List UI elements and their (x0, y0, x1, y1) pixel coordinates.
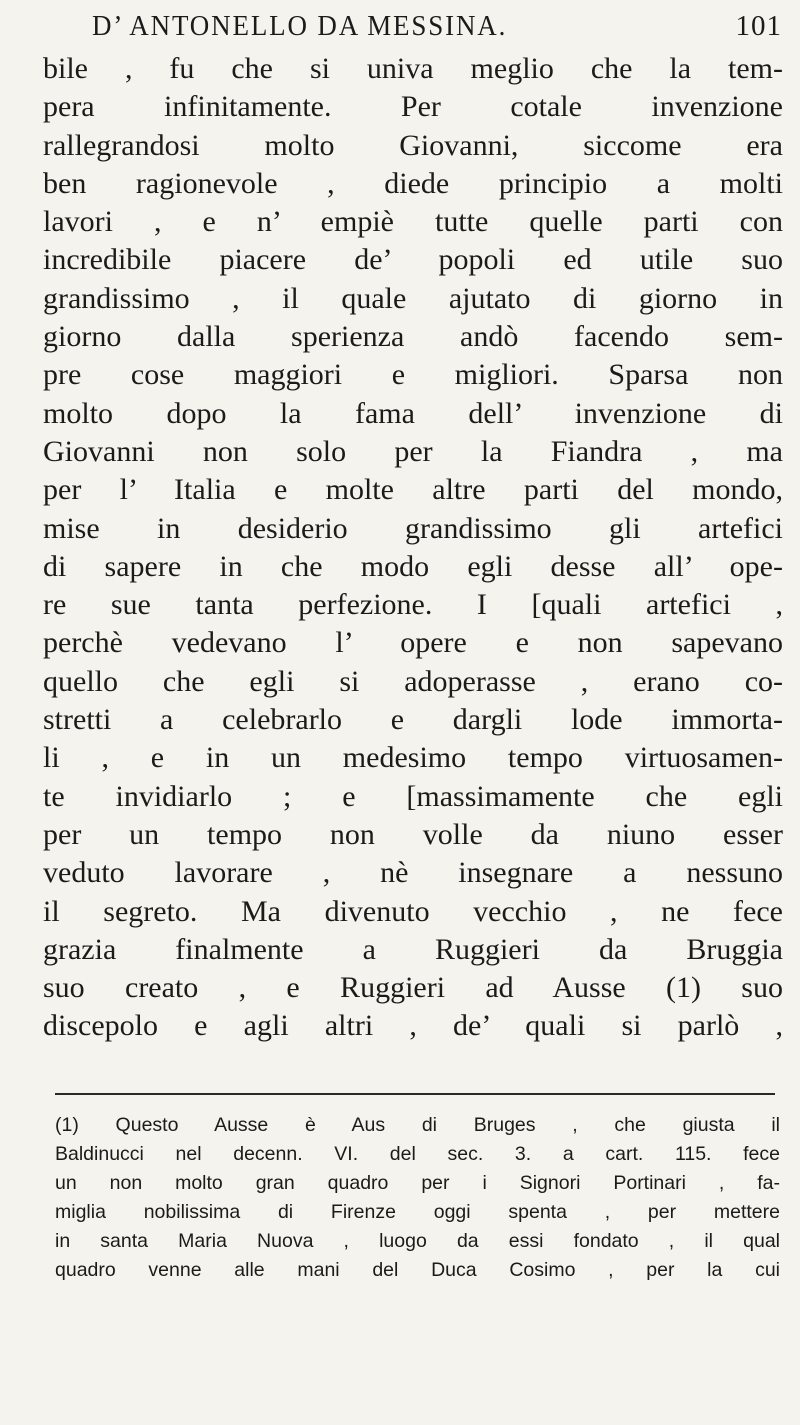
text-line: giorno dalla sperienza andò facendo sem- (43, 320, 783, 354)
text-line: suo creato , e Ruggieri ad Ausse (1) suo (43, 971, 783, 1005)
footnote (55, 1111, 780, 1285)
text-line: molto dopo la fama dell’ invenzione di (43, 396, 783, 430)
body-text (43, 50, 783, 1046)
text-line: pre cose maggiori e migliori. Sparsa non (43, 358, 783, 392)
text-line: per l’ Italia e molte altre parti del mondo, (43, 473, 783, 507)
footnote-line: Baldinucci nel decenn. VI. del sec. 3. a cart. 115. fece (55, 1143, 780, 1165)
footnote-line: in santa Maria Nuova , luogo da essi fondato , il qual (55, 1230, 780, 1252)
text-line: quello che egli si adoperasse , erano co- (43, 664, 783, 698)
text-line: veduto lavorare , nè insegnare a nessuno (43, 856, 783, 890)
text-line: mise in desiderio grandissimo gli artefici (43, 511, 783, 545)
text-line: re sue tanta perfezione. I [quali artefici , (43, 588, 783, 622)
text-line: lavori , e n’ empiè tutte quelle parti con (43, 205, 783, 239)
text-line: incredibile piacere de’ popoli ed utile suo (43, 243, 783, 277)
text-line: li , e in un medesimo tempo virtuosamen- (43, 741, 783, 775)
footnote-line: un non molto gran quadro per i Signori Portinari , fa- (55, 1172, 780, 1194)
running-title: D’ ANTONELLO DA MESSINA. (92, 10, 508, 42)
text-line: te invidiarlo ; e [massimamente che egli (43, 779, 783, 813)
text-line: Giovanni non solo per la Fiandra , ma (43, 434, 783, 468)
text-line: bile , fu che si univa meglio che la tem- (43, 52, 783, 85)
text-line: per un tempo non volle da niuno esser (43, 817, 783, 851)
text-line: discepolo e agli altri , de’ quali si parlò , (43, 1009, 783, 1043)
text-line: grandissimo , il quale ajutato di giorno in (43, 281, 783, 315)
text-line: di sapere in che modo egli desse all’ ope- (43, 549, 783, 583)
text-line: grazia finalmente a Ruggieri da Bruggia (43, 932, 783, 966)
footnote-line: (1) Questo Ausse è Aus di Bruges , che giusta il (55, 1114, 780, 1136)
text-line: pera infinitamente. Per cotale invenzione (43, 90, 783, 124)
page-number: 101 (735, 10, 782, 42)
text-line: rallegrandosi molto Giovanni, siccome era (43, 128, 783, 162)
footnote-rule (55, 1093, 775, 1095)
running-head (92, 10, 782, 50)
text-line: il segreto. Ma divenuto vecchio , ne fece (43, 894, 783, 928)
text-line: perchè vedevano l’ opere e non sapevano (43, 626, 783, 660)
footnote-line: quadro venne alle mani del Duca Cosimo , per la cui (55, 1259, 780, 1281)
footnote-line: miglia nobilissima di Firenze oggi spenta , per mettere (55, 1201, 780, 1223)
text-line: stretti a celebrarlo e dargli lode immorta- (43, 703, 783, 737)
text-line: ben ragionevole , diede principio a molti (43, 166, 783, 200)
